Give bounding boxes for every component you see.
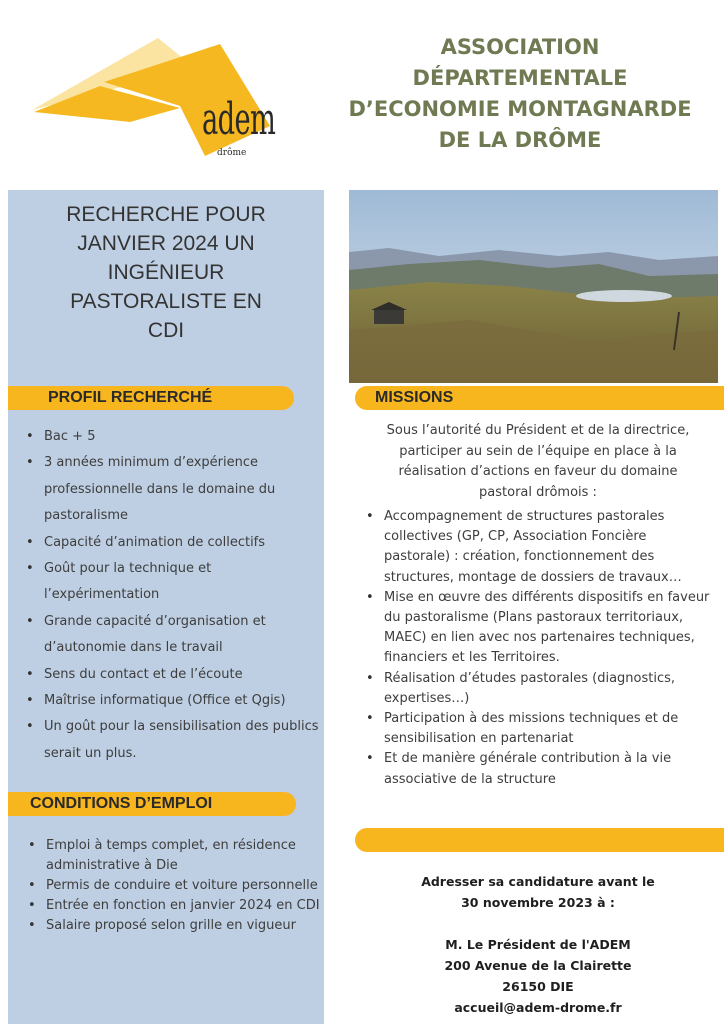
list-item: • Salaire proposé selon grille en vigueur (26, 916, 322, 936)
list-item: • Participation à des missions techniques et de sensibilisation en partenariat (364, 709, 714, 749)
adem-logo (30, 36, 276, 166)
street-address: 200 Avenue de la Clairette (444, 958, 632, 973)
list-item: • Bac + 5 (24, 424, 320, 450)
deadline-line: Adresser sa candidature avant le (421, 874, 655, 889)
list-item: • Sens du contact et de l’écoute (24, 662, 320, 688)
contact-divider (355, 828, 724, 852)
spacer (360, 913, 716, 934)
email-link[interactable]: accueil@adem-drome.fr (454, 1000, 622, 1015)
logo-wordmark: adem (202, 94, 276, 145)
job-title-line: PASTORALISTE EN (70, 290, 262, 313)
missions-intro-line: réalisation d’actions en faveur du domaine (398, 464, 678, 479)
job-title (8, 200, 324, 345)
profil-heading: PROFIL RECHERCHÉ (8, 386, 294, 410)
deadline-line: 30 novembre 2023 à : (461, 895, 615, 910)
list-item: • Réalisation d’études pastorales (diagnostics, expertises…) (364, 669, 714, 709)
list-item: • Mise en œuvre des différents dispositifs en faveur du pastoralisme (Plans pastoraux territoriaux, MAEC) en lien avec nos partenaires techniques, financiers et les Territoires. (364, 588, 714, 669)
org-line: ASSOCIATION (440, 35, 600, 59)
org-line: D’ECONOMIE MONTAGNARDE (348, 97, 692, 121)
list-item: • Accompagnement de structures pastorales collectives (GP, CP, Association Foncière pastorale) : création, fonctionnement des structures, montage de dossiers de travaux… (364, 507, 714, 588)
missions-heading: MISSIONS (355, 386, 724, 410)
list-item: • Goût pour la technique et l’expérimentation (24, 556, 320, 609)
missions-intro-line: pastoral drômois : (479, 484, 597, 500)
missions-list (364, 507, 714, 790)
city: 26150 DIE (502, 979, 574, 994)
list-item: • Entrée en fonction en janvier 2024 en CDI (26, 896, 322, 916)
list-item: • Capacité d’animation de collectifs (24, 530, 320, 556)
list-item: • Un goût pour la sensibilisation des publics serait un plus. (24, 714, 320, 767)
list-item: • Et de manière générale contribution à la vie associative de la structure (364, 749, 714, 789)
org-line: DE LA DRÔME (438, 128, 602, 152)
job-title-line: CDI (147, 319, 185, 342)
mountain-landscape-photo (349, 190, 718, 383)
list-item: • 3 années minimum d’expérience professionnelle dans le domaine du pastoralisme (24, 450, 320, 529)
list-item: • Maîtrise informatique (Office et Qgis) (24, 688, 320, 714)
list-item: • Emploi à temps complet, en résidence administrative à Die (26, 836, 322, 876)
missions-intro-line: participer au sein de l’équipe en place à la (399, 443, 677, 459)
job-title-line: JANVIER 2024 UN (77, 232, 255, 255)
contact-block (360, 871, 716, 1018)
list-item: • Permis de conduire et voiture personnelle (26, 876, 322, 896)
job-title-line: RECHERCHE POUR (66, 203, 266, 226)
missions-intro-line: Sous l’autorité du Président et de la directrice, (386, 423, 690, 438)
org-line: DÉPARTEMENTALE (412, 66, 628, 90)
recipient: M. Le Président de l'ADEM (445, 937, 631, 952)
conditions-heading: CONDITIONS D’EMPLOI (8, 792, 296, 816)
conditions-list (26, 836, 322, 936)
logo-subtitle: drôme (217, 148, 247, 158)
profil-list (24, 424, 320, 767)
missions-intro (362, 421, 714, 503)
organization-name (318, 32, 722, 156)
list-item: • Grande capacité d’organisation et d’autonomie dans le travail (24, 609, 320, 662)
job-title-line: INGÉNIEUR (107, 261, 225, 284)
